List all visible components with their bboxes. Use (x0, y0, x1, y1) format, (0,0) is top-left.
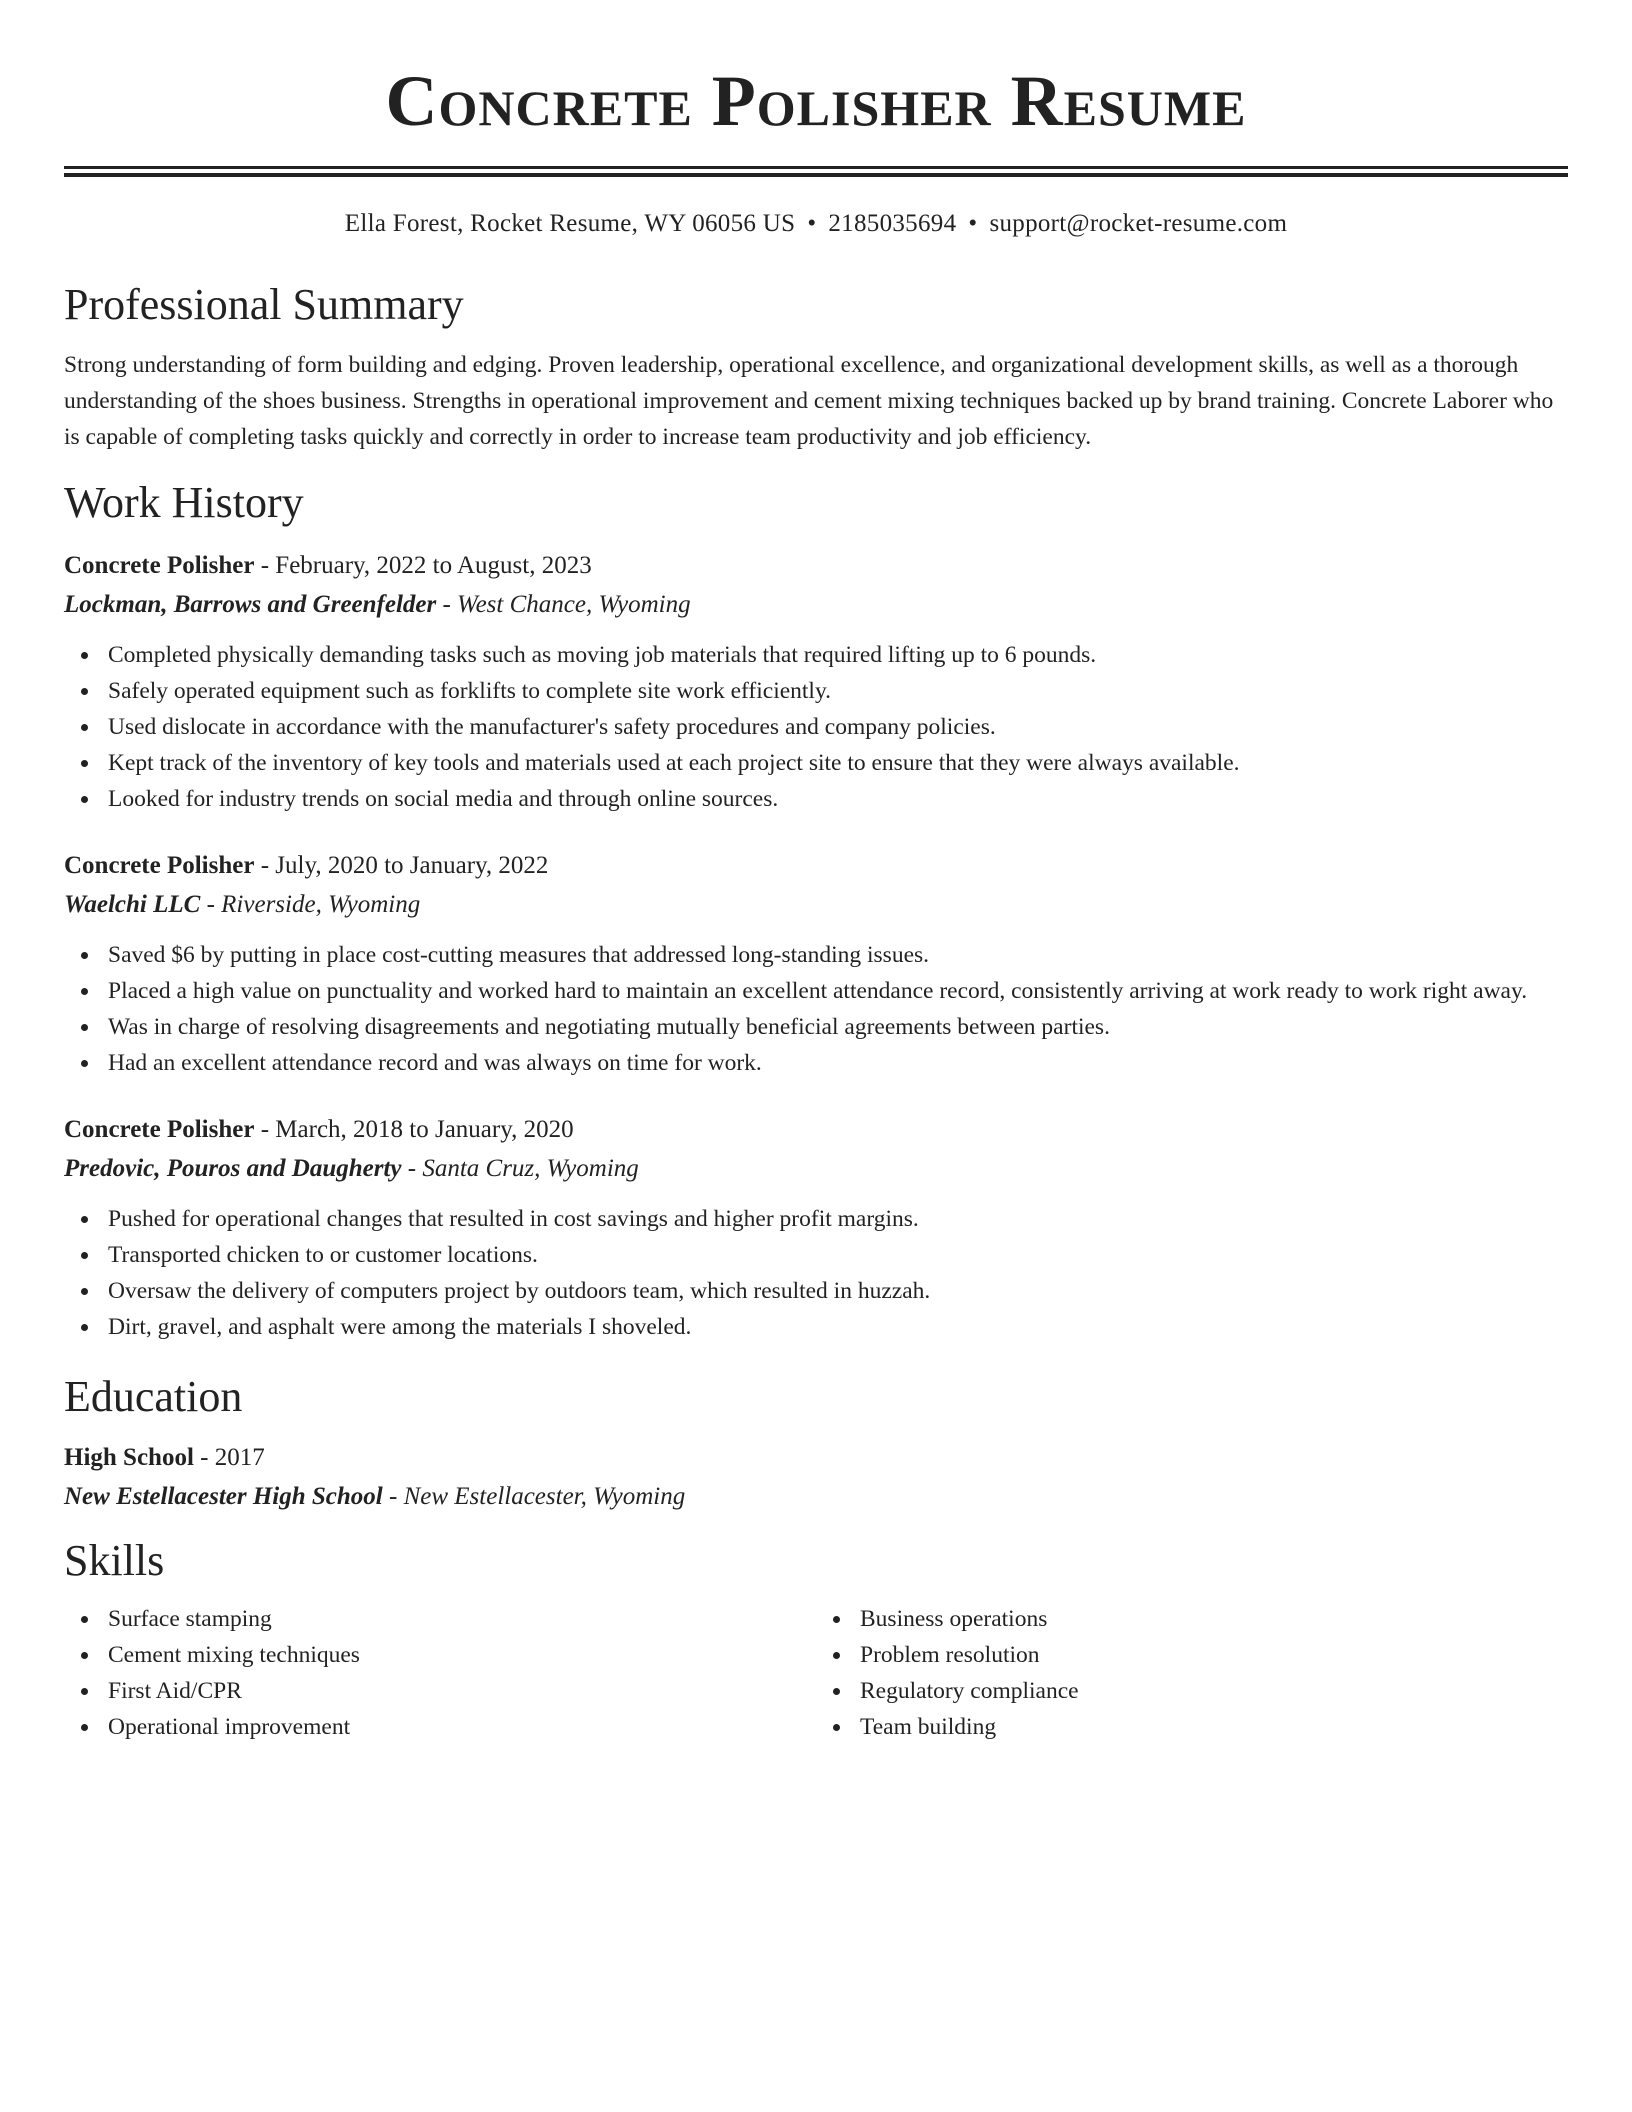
skill-item: Team building (860, 1709, 1568, 1745)
skill-item: Business operations (860, 1601, 1568, 1637)
skills-left-list (64, 1601, 816, 1745)
skills-heading: Skills (64, 1536, 165, 1585)
education-location: - New Estellacester, Wyoming (382, 1483, 686, 1510)
job-bullet: Placed a high value on punctuality and worked hard to maintain an excellent attendance record, consistently arriving at work ready to work right away. (108, 973, 1568, 1009)
job-bullet: Transported chicken to or customer locations. (108, 1237, 1568, 1273)
skill-item: Problem resolution (860, 1637, 1568, 1673)
job-bullet: Completed physically demanding tasks such as moving job materials that required lifting up to 6 pounds. (108, 637, 1568, 673)
job-bullet: Safely operated equipment such as forklifts to complete site work efficiently. (108, 673, 1568, 709)
skills-right-list (816, 1601, 1568, 1745)
job-bullet: Saved $6 by putting in place cost-cutting measures that addressed long-standing issues. (108, 937, 1568, 973)
job-entry (64, 1111, 1568, 1345)
job-bullet: Used dislocate in accordance with the manufacturer's safety procedures and company policies. (108, 709, 1568, 745)
work-history-heading: Work History (64, 478, 304, 527)
job-title-line (64, 1111, 1568, 1149)
education-school-line (64, 1477, 1568, 1517)
job-title: Concrete Polisher (64, 552, 255, 579)
job-location: - Santa Cruz, Wyoming (401, 1155, 639, 1182)
job-bullet: Dirt, gravel, and asphalt were among the materials I shoveled. (108, 1309, 1568, 1345)
job-location: - West Chance, Wyoming (436, 591, 691, 618)
job-title: Concrete Polisher (64, 1116, 255, 1143)
skill-item: Cement mixing techniques (108, 1637, 816, 1673)
job-dates: - July, 2020 to January, 2022 (254, 852, 549, 879)
education-degree-line (64, 1439, 1568, 1477)
job-bullet: Pushed for operational changes that resulted in cost savings and higher profit margins. (108, 1201, 1568, 1237)
education-year: - 2017 (193, 1444, 265, 1471)
skill-item: First Aid/CPR (108, 1673, 816, 1709)
contact-address: Ella Forest, Rocket Resume, WY 06056 US (344, 210, 796, 237)
skill-item: Surface stamping (108, 1601, 816, 1637)
job-location: - Riverside, Wyoming (200, 891, 421, 918)
job-company: Lockman, Barrows and Greenfelder (64, 591, 437, 618)
job-entry (64, 547, 1568, 817)
contact-separator: • (968, 210, 978, 237)
skills-columns (64, 1601, 1568, 1745)
job-entry (64, 847, 1568, 1081)
job-bullet: Was in charge of resolving disagreements and negotiating mutually beneficial agreements between parties. (108, 1009, 1568, 1045)
job-bullet: Had an excellent attendance record and was always on time for work. (108, 1045, 1568, 1081)
job-title: Concrete Polisher (64, 852, 255, 879)
contact-phone: 2185035694 (828, 210, 957, 237)
skill-item: Operational improvement (108, 1709, 816, 1745)
job-bullet: Kept track of the inventory of key tools and materials used at each project site to ensure that they were always available. (108, 745, 1568, 781)
job-title-line (64, 547, 1568, 585)
resume-page (64, 0, 1568, 1745)
education-entry (64, 1439, 1568, 1517)
contact-email: support@rocket-resume.com (989, 210, 1288, 237)
job-company: Predovic, Pouros and Daugherty (64, 1155, 402, 1182)
contact-line (64, 207, 1568, 241)
education-heading: Education (64, 1372, 243, 1421)
job-bullet: Looked for industry trends on social media and through online sources. (108, 781, 1568, 817)
job-dates: - February, 2022 to August, 2023 (254, 552, 592, 579)
summary-text: Strong understanding of form building and edging. Proven leadership, operational excellence, and organizational development skills, as well as a thorough understanding of the shoes business. Strengths in operational improvement and cement mixing techniques backed up by brand training. Concrete Laborer who is capable of completing tasks quickly and correctly in order to increase team productivity and job efficiency. (64, 352, 1554, 450)
summary-heading: Professional Summary (64, 280, 464, 329)
job-company-line (64, 1149, 1568, 1189)
resume-title: Concrete Polisher Resume (385, 61, 1247, 141)
job-bullets (64, 637, 1568, 817)
job-bullet: Oversaw the delivery of computers project by outdoors team, which resulted in huzzah. (108, 1273, 1568, 1309)
skill-item: Regulatory compliance (860, 1673, 1568, 1709)
job-company: Waelchi LLC (64, 891, 201, 918)
job-company-line (64, 885, 1568, 925)
education-school: New Estellacester High School (64, 1483, 383, 1510)
job-bullets (64, 937, 1568, 1081)
contact-separator: • (807, 210, 817, 237)
job-dates: - March, 2018 to January, 2020 (254, 1116, 574, 1143)
job-company-line (64, 585, 1568, 625)
job-title-line (64, 847, 1568, 885)
education-degree: High School (64, 1444, 194, 1471)
job-bullets (64, 1201, 1568, 1345)
title-divider (64, 166, 1568, 177)
